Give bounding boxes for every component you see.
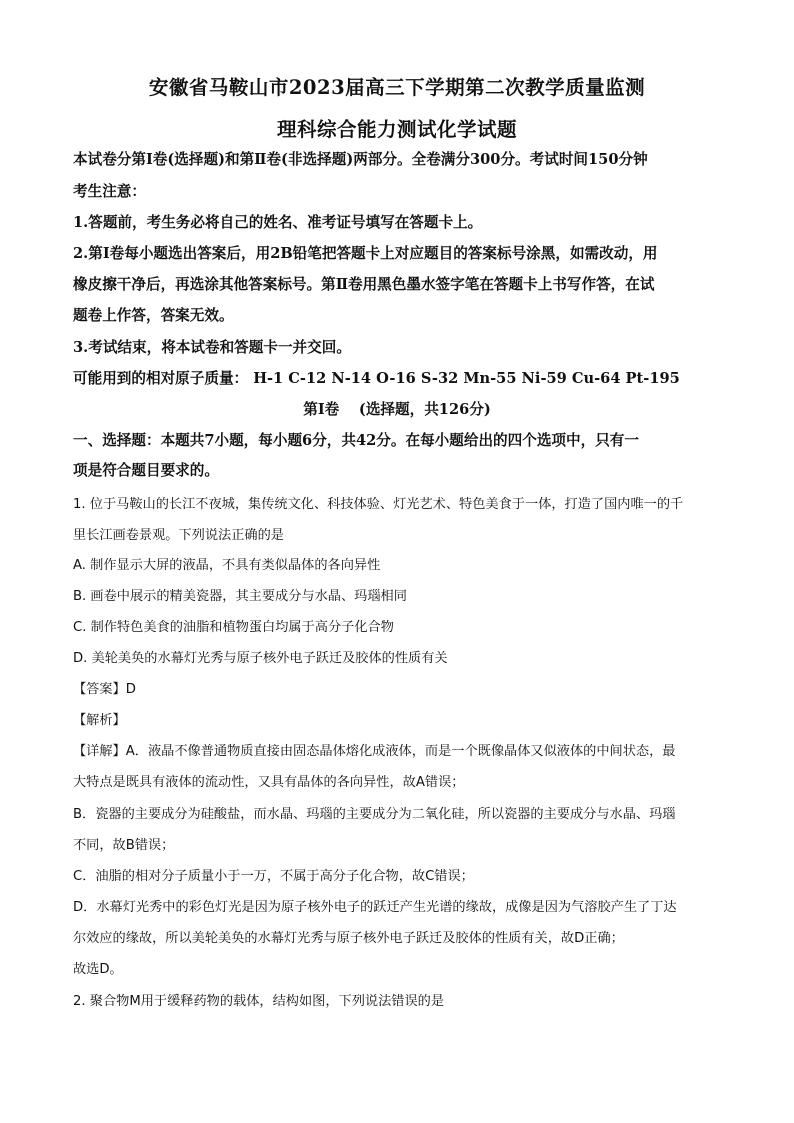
notice-item-2-line1: 2.第Ⅰ卷每小题选出答案后，用2B铅笔把答题卡上对应题目的答案标号涂黑，如需改动，用 (73, 245, 658, 262)
notice-item-3: 3.考试结束，将本试卷和答题卡一并交回。 (73, 339, 351, 356)
section-heading-line2: 项是符合题目要求的。 (73, 462, 219, 479)
question1-conclusion: 故选D。 (73, 962, 123, 977)
exam-title-line2: 理科综合能力测试化学试题 (276, 118, 517, 141)
question1-option-a: A. 制作显示大屏的液晶，不具有类似晶体的各向异性 (73, 558, 381, 573)
question1-detail-b-line1: B．瓷器的主要成分为硅酸盐，而水晶、玛瑙的主要成分为二氧化硅，所以瓷器的主要成分与水晶、玛瑙 (73, 807, 676, 822)
exam-info: 本试卷分第Ⅰ卷(选择题)和第Ⅱ卷(非选择题)两部分。全卷满分300分。考试时间150分钟 (73, 151, 648, 168)
question1-detail-b-line2: 不同，故B错误； (73, 838, 175, 853)
question1-detail-c: C．油脂的相对分子质量小于一万，不属于高分子化合物，故C错误； (73, 869, 474, 884)
notice-heading: 考生注意： (73, 183, 146, 200)
question1-stem-line1: 1. 位于马鞍山的长江不夜城，集传统文化、科技体验、灯光艺术、特色美食于一体，打造了国内唯一的千 (73, 497, 684, 512)
question1-option-c: C. 制作特色美食的油脂和植物蛋白均属于高分子化合物 (73, 620, 394, 635)
question1-option-d: D. 美轮美奂的水幕灯光秀与原子核外电子跃迁及胶体的性质有关 (73, 651, 448, 666)
question1-answer: 【答案】D (73, 682, 136, 697)
exam-title-line1: 安徽省马鞍山市2023届高三下学期第二次教学质量监测 (148, 76, 646, 99)
part-title: 第Ⅰ卷 (选择题，共126分) (303, 401, 491, 418)
section-heading-line1: 一、选择题：本题共7小题，每小题6分，共42分。在每小题给出的四个选项中，只有一 (73, 432, 639, 449)
notice-item-2-line2: 橡皮擦干净后，再选涂其他答案标号。第Ⅱ卷用黑色墨水签字笔在答题卡上书写作答，在试 (73, 276, 655, 293)
notice-item-2-line3: 题卷上作答，答案无效。 (73, 307, 234, 324)
question1-stem-line2: 里长江画卷景观。下列说法正确的是 (73, 528, 284, 543)
question1-detail-d-line1: D．水幕灯光秀中的彩色灯光是因为原子核外电子的跃迁产生光谱的缘故，成像是因为气溶胶产生了丁达 (73, 900, 677, 915)
question1-analysis-label: 【解析】 (73, 713, 126, 728)
question2-stem: 2. 聚合物M用于缓释药物的载体，结构如图，下列说法错误的是 (73, 994, 445, 1009)
question1-detail-d-line2: 尔效应的缘故，所以美轮美奂的水幕灯光秀与原子核外电子跃迁及胶体的性质有关，故D正确； (73, 931, 624, 946)
question1-detail-a-line2: 大特点是既具有液体的流动性，又具有晶体的各向异性，故A错误； (73, 775, 465, 790)
atomic-masses: 可能用到的相对原子质量： H-1 C-12 N-14 O-16 S-32 Mn-55 Ni-59 Cu-64 Pt-195 (73, 370, 680, 387)
question1-detail-a-line1: 【详解】A．液晶不像普通物质直接由固态晶体熔化成液体，而是一个既像晶体又似液体的中间状态，最 (73, 744, 676, 759)
question1-option-b: B. 画卷中展示的精美瓷器，其主要成分与水晶、玛瑙相同 (73, 589, 407, 604)
notice-item-1: 1.答题前，考生务必将自己的姓名、准考证号填写在答题卡上。 (73, 214, 483, 231)
